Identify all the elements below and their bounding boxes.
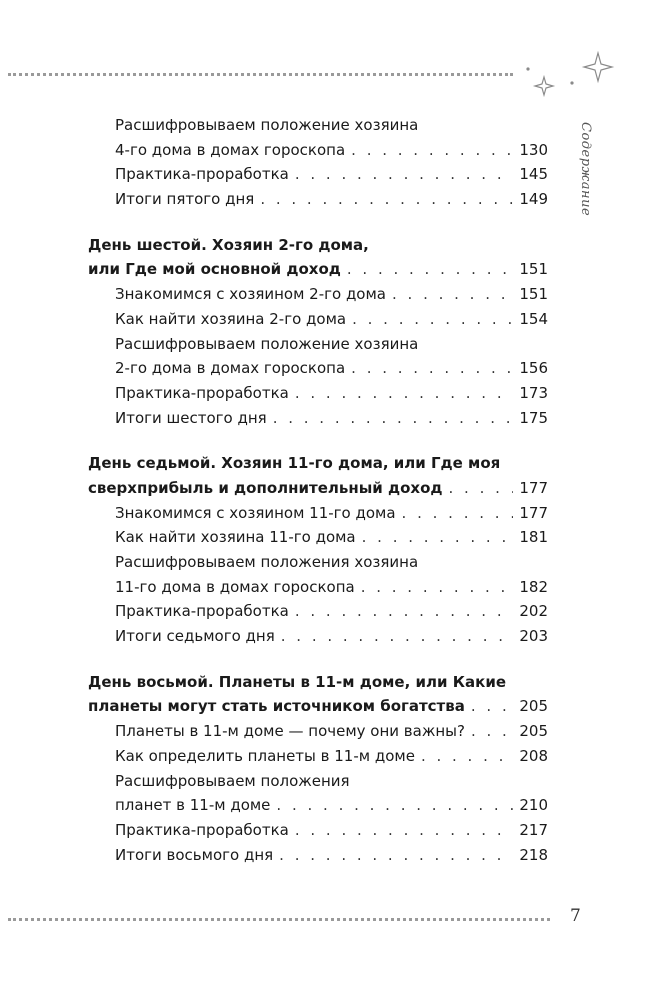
dot-leader [351, 138, 513, 163]
toc-entry-title: 2-го дома в домах гороскопа [115, 359, 346, 378]
toc-page-number: 203 [519, 627, 548, 646]
toc-entry-line [88, 550, 548, 575]
toc-entry-title: Практика-проработка [115, 383, 289, 402]
toc-page-number: 181 [519, 528, 548, 547]
toc-page-number: 177 [519, 478, 548, 497]
toc-chapter-line [88, 670, 548, 695]
toc-entry-title: Как определить планеты в 11-м доме [115, 746, 415, 765]
toc-entry-line[interactable] [88, 282, 548, 307]
toc-entry-line [88, 332, 548, 357]
table-of-contents [88, 113, 548, 867]
toc-entry-line [88, 113, 548, 138]
toc-entry-title: сверхприбыль и дополнительный доход [88, 478, 443, 497]
toc-chapter-line[interactable] [88, 257, 548, 282]
toc-chapter-line[interactable] [88, 694, 548, 719]
toc-entry-line[interactable] [88, 719, 548, 744]
toc-page-number: 218 [519, 845, 548, 864]
toc-page-number: 205 [519, 697, 548, 716]
section-gap [88, 212, 548, 233]
dot-leader [347, 257, 513, 282]
toc-entry-title: планеты могут стать источником богатства [88, 697, 465, 716]
dot-leader [295, 162, 514, 187]
toc-entry-title: Расшифровываем положения хозяина [115, 553, 419, 571]
toc-page-number: 154 [519, 309, 548, 328]
dot-leader [276, 793, 513, 818]
dot-leader [361, 575, 514, 600]
toc-entry-line[interactable] [88, 575, 548, 600]
toc-page-number: 208 [519, 746, 548, 765]
toc-entry-line[interactable] [88, 406, 548, 431]
toc-entry-line[interactable] [88, 162, 548, 187]
toc-entry-title: Итоги шестого дня [115, 408, 267, 427]
toc-entry-line[interactable] [88, 381, 548, 406]
bottom-dotted-rule [8, 918, 550, 921]
toc-entry-title: Практика-проработка [115, 602, 289, 621]
toc-page-number: 202 [519, 602, 548, 621]
toc-page-number: 182 [519, 577, 548, 596]
toc-page-number: 156 [519, 359, 548, 378]
dot-leader [352, 307, 513, 332]
dot-leader [279, 843, 513, 868]
toc-entry-title: Расшифровываем положение хозяина [115, 334, 419, 353]
toc-entry-title: Итоги седьмого дня [115, 627, 275, 646]
section-gap [88, 430, 548, 451]
toc-page-number: 217 [519, 820, 548, 839]
toc-entry-title: или Где мой основной доход [88, 260, 341, 279]
toc-entry-title: Планеты в 11-м доме — почему они важны? [115, 722, 465, 741]
dot-leader [273, 406, 514, 431]
toc-page-number: 175 [519, 408, 548, 427]
toc-chapter-line [88, 451, 548, 476]
toc-page-number: 173 [519, 383, 548, 402]
toc-entry-title: Итоги восьмого дня [115, 845, 274, 864]
dot-leader [351, 356, 513, 381]
dot-leader [449, 476, 514, 501]
toc-entry-line[interactable] [88, 599, 548, 624]
toc-page-number: 177 [519, 503, 548, 522]
toc-chapter-line[interactable] [88, 476, 548, 501]
dot-leader [260, 187, 513, 212]
dot-leader [295, 599, 514, 624]
dot-leader [362, 525, 514, 550]
dot-leader [402, 501, 514, 526]
toc-entry-title: День восьмой. Планеты в 11-м доме, или Какие [88, 672, 507, 691]
toc-entry-line[interactable] [88, 501, 548, 526]
section-gap [88, 649, 548, 670]
dot-leader [471, 694, 513, 719]
toc-entry-line[interactable] [88, 818, 548, 843]
toc-entry-title: Итоги пятого дня [115, 190, 255, 209]
dot-leader [421, 744, 513, 769]
toc-entry-title: Как найти хозяина 11-го дома [115, 528, 356, 547]
running-head: Содержание [578, 122, 593, 217]
toc-entry-line[interactable] [88, 843, 548, 868]
toc-entry-line [88, 769, 548, 794]
toc-entry-title: День шестой. Хозяин 2-го дома, [88, 235, 369, 254]
toc-entry-title: Расшифровываем положение хозяина [115, 116, 419, 134]
toc-entry-title: Знакомимся с хозяином 11-го дома [115, 503, 396, 522]
toc-entry-line[interactable] [88, 307, 548, 332]
toc-page-number: 210 [519, 796, 548, 815]
toc-page-number: 145 [519, 165, 548, 184]
sparkle-stars-icon [520, 45, 620, 105]
toc-page-number: 149 [519, 190, 548, 209]
toc-entry-line[interactable] [88, 793, 548, 818]
toc-entry-title: 11-го дома в домах гороскопа [115, 577, 355, 596]
toc-entry-line[interactable] [88, 356, 548, 381]
toc-entry-title: Расшифровываем положения [115, 771, 350, 790]
toc-entry-title: планет в 11-м доме [115, 796, 271, 815]
toc-chapter-line [88, 233, 548, 258]
toc-entry-line[interactable] [88, 525, 548, 550]
dot-leader [471, 719, 513, 744]
toc-entry-line[interactable] [88, 187, 548, 212]
toc-entry-line[interactable] [88, 624, 548, 649]
toc-entry-title: Знакомимся с хозяином 2-го дома [115, 285, 386, 304]
toc-page-number: 130 [519, 140, 548, 159]
dot-leader [392, 282, 513, 307]
toc-page-number: 205 [519, 722, 548, 741]
page-number: 7 [570, 906, 581, 926]
toc-entry-title: Практика-проработка [115, 165, 289, 184]
toc-entry-line[interactable] [88, 744, 548, 769]
dot-leader [295, 381, 514, 406]
toc-entry-title: День седьмой. Хозяин 11-го дома, или Где моя [88, 454, 501, 473]
toc-page-number: 151 [519, 285, 548, 304]
toc-entry-line[interactable] [88, 138, 548, 163]
dot-leader [281, 624, 514, 649]
toc-entry-title: 4-го дома в домах гороскопа [115, 140, 346, 159]
toc-page-number: 151 [519, 260, 548, 279]
toc-entry-title: Практика-проработка [115, 820, 289, 839]
toc-entry-title: Как найти хозяина 2-го дома [115, 309, 347, 328]
top-dotted-rule [8, 73, 513, 76]
dot-leader [295, 818, 514, 843]
